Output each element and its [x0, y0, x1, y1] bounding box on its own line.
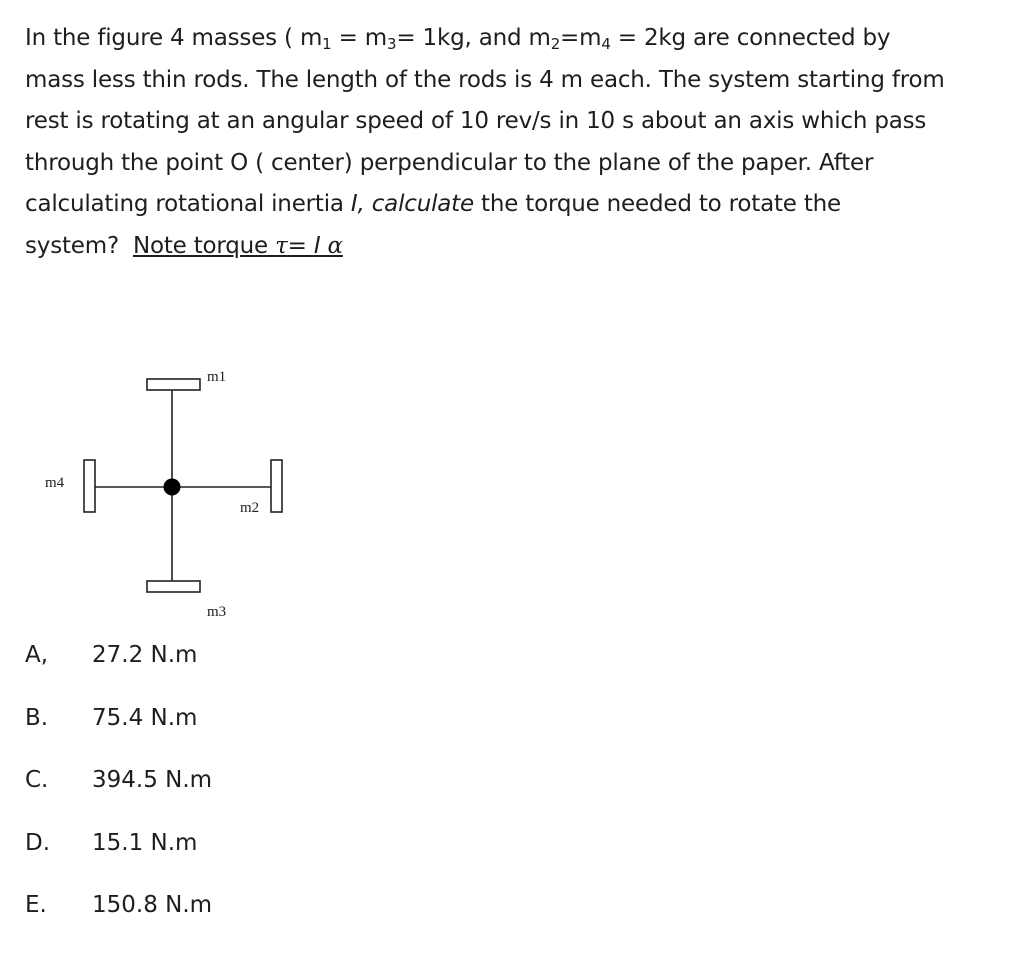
label-m2: m2	[240, 500, 260, 516]
question-line-2: mass less thin rods. The length of the rods is 4 m each. The system starting from	[25, 66, 945, 93]
option-letter: D.	[25, 829, 51, 856]
option-value: 394.5 N.m	[92, 767, 213, 793]
question-line-3: rest is rotating at an angular speed of 10 rev/s in 10 s about an axis which pass	[25, 108, 927, 134]
option-value: 150.8 N.m	[92, 892, 213, 918]
label-m1: m1	[207, 369, 227, 385]
option-letter: A,	[25, 642, 49, 668]
center-point-o	[164, 479, 181, 496]
label-m4: m4	[45, 475, 65, 491]
option-letter: C.	[25, 767, 49, 793]
question-line-4: through the point O ( center) perpendicular to the plane of the paper. After	[25, 149, 874, 176]
option-letter: E.	[25, 892, 47, 918]
mass-m3-block	[147, 581, 200, 592]
torque-note: Note torque τ= I α	[132, 232, 343, 259]
option-value: 27.2 N.m	[92, 642, 198, 668]
mass-m1-block	[147, 379, 200, 390]
option-value: 75.4 N.m	[92, 704, 198, 731]
question-line-1: In the figure 4 masses ( $m_1 = m_3= 1kg$, and $m_2=m_4 = 2kg$ are connected by	[25, 25, 891, 53]
option-letter: B.	[25, 704, 49, 731]
label-m3: m3	[207, 604, 227, 620]
question-line-5: calculating rotational inertia I, calculate the torque needed to rotate the	[25, 191, 841, 217]
mass-m2-block	[271, 460, 282, 512]
option-value: 15.1 N.m	[92, 829, 198, 856]
mass-m4-block	[84, 460, 95, 512]
question-line-6: system? Note torque τ= I α	[25, 232, 343, 259]
